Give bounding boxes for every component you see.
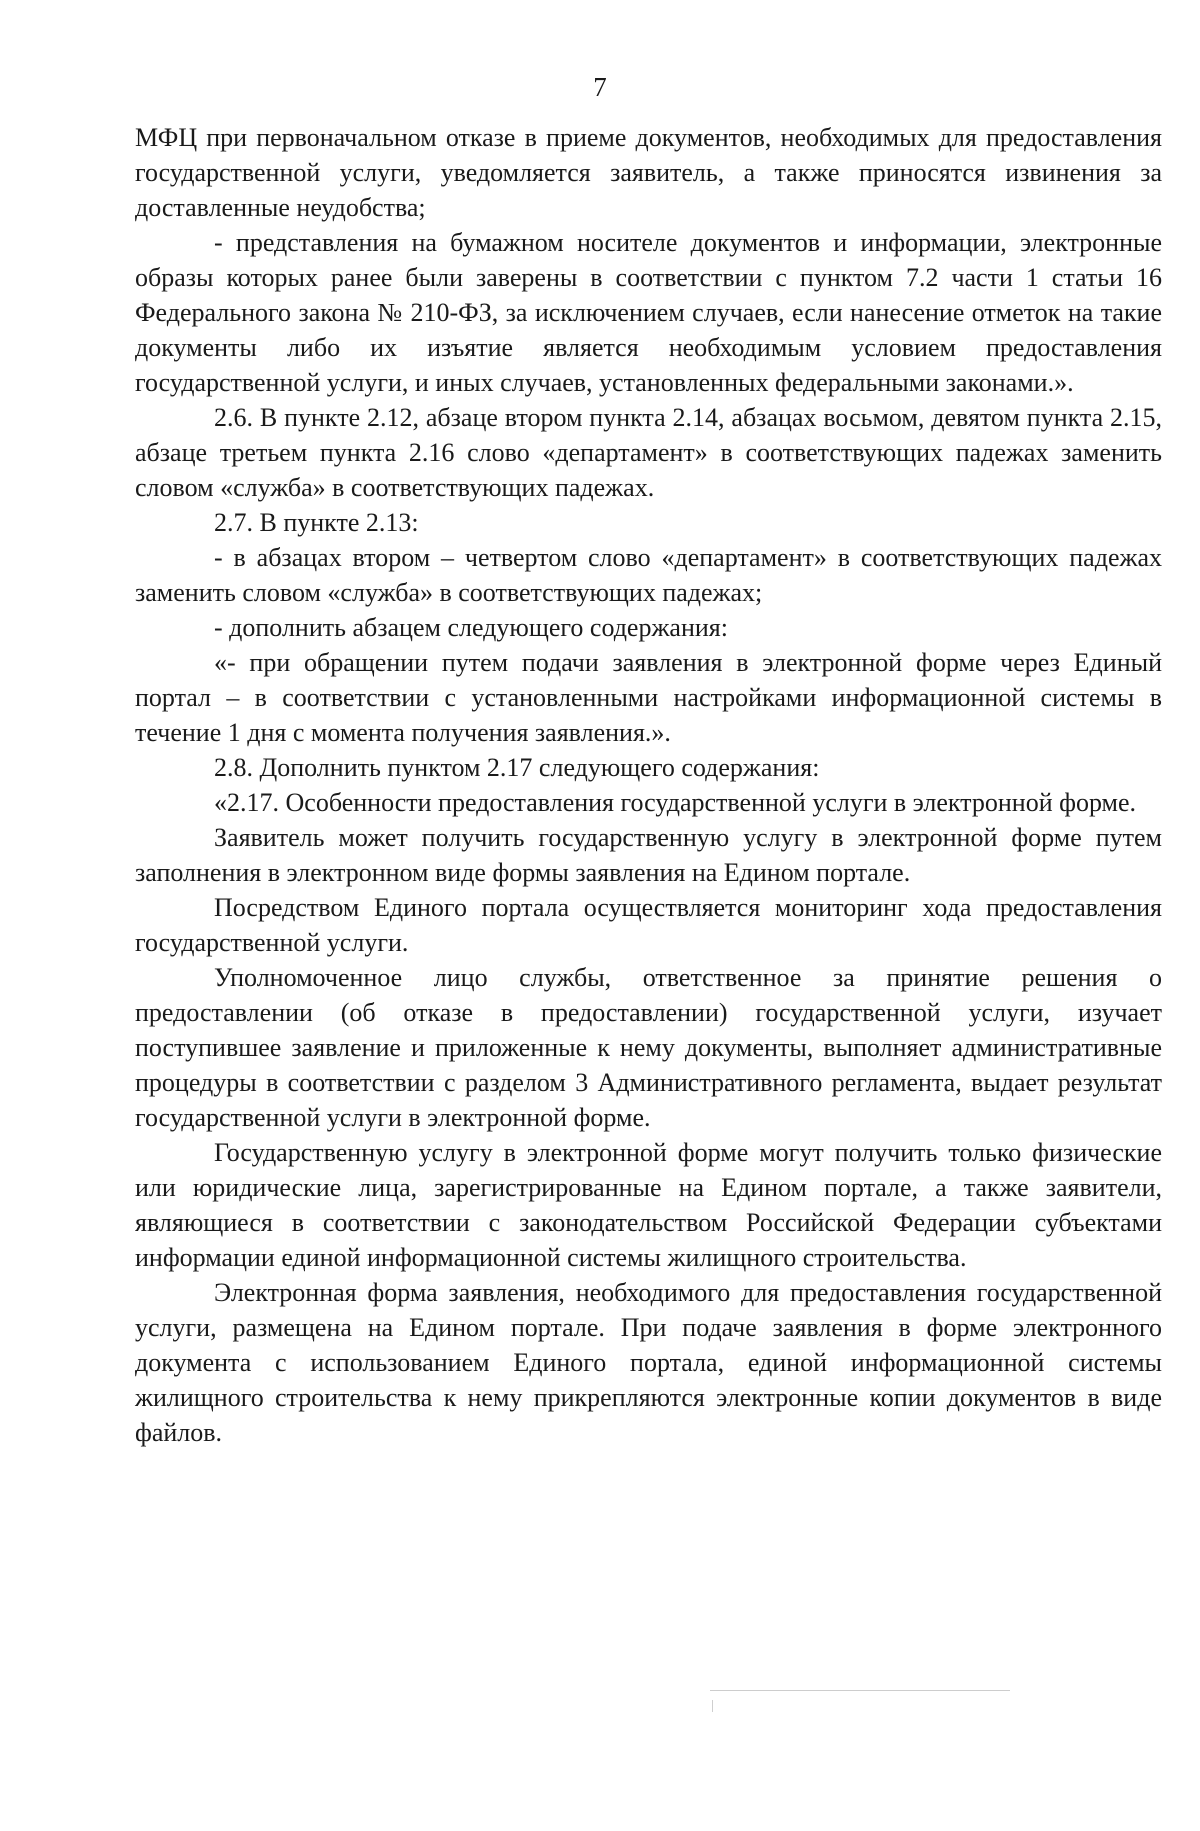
paragraph-5: - в абзацах втором – четвертом слово «департамент» в соответствующих падежах заменить словом «служба» в соответствующих падежах; (135, 543, 1162, 607)
paragraph-13: Государственную услугу в электронной форме могут получить только физические или юридические лица, зарегистрированные на Едином портале, а также заявители, являющиеся в соответствии с законодательством Российской Федерации субъектами информации единой информационной системы жилищного строительства. (135, 1138, 1162, 1272)
paragraph-9: «2.17. Особенности предоставления государственной услуги в электронной форме. (214, 788, 1137, 817)
paragraph-8: 2.8. Дополнить пунктом 2.17 следующего содержания: (214, 753, 820, 782)
paragraph-11: Посредством Единого портала осуществляется мониторинг хода предоставления государственной услуги. (135, 893, 1162, 957)
paragraph-1: МФЦ при первоначальном отказе в приеме документов, необходимых для предоставления государственной услуги, уведомляется заявитель, а также приносятся извинения за доставленные неудобства; (135, 123, 1162, 222)
paragraph-12: Уполномоченное лицо службы, ответственное за принятие решения о предоставлении (об отказе в предоставлении) государственной услуги, изучает поступившее заявление и приложенные к нему документы, выполняет административные процедуры в соответствии с разделом 3 Административного регламента, выдает результат государственной услуги в электронной форме. (135, 963, 1162, 1132)
scan-artifact-line (710, 1690, 1010, 1692)
paragraph-14: Электронная форма заявления, необходимого для предоставления государственной услуги, размещена на Едином портале. При подаче заявления в форме электронного документа с использованием Единого портала, единой информационной системы жилищного строительства к нему прикрепляются электронные копии документов в виде файлов. (135, 1278, 1162, 1447)
paragraph-10: Заявитель может получить государственную услугу в электронной форме путем заполнения в электронном виде формы заявления на Едином портале. (135, 823, 1162, 887)
paragraph-6: - дополнить абзацем следующего содержания: (214, 613, 728, 642)
page-number: 7 (593, 72, 607, 102)
scan-artifact-tick (712, 1700, 719, 1712)
paragraph-4: 2.7. В пункте 2.13: (214, 508, 419, 537)
paragraph-2: - представления на бумажном носителе документов и информации, электронные образы которых ранее были заверены в соответствии с пунктом 7.2 части 1 статьи 16 Федерального закона № 210-ФЗ, за исключением случаев, если нанесение отметок на такие документы либо их изъятие является необходимым условием предоставления государственной услуги, и иных случаев, установленных федеральными законами.». (135, 228, 1162, 397)
document-body (135, 120, 1162, 1450)
paragraph-3: 2.6. В пункте 2.12, абзаце втором пункта 2.14, абзацах восьмом, девятом пункта 2.15, абзаце третьем пункта 2.16 слово «департамент» в соответствующих падежах заменить словом «служба» в соответствующих падежах. (135, 403, 1162, 502)
paragraph-7: «- при обращении путем подачи заявления в электронной форме через Единый портал – в соответствии с установленными настройками информационной системы в течение 1 дня с момента получения заявления.». (135, 648, 1162, 747)
